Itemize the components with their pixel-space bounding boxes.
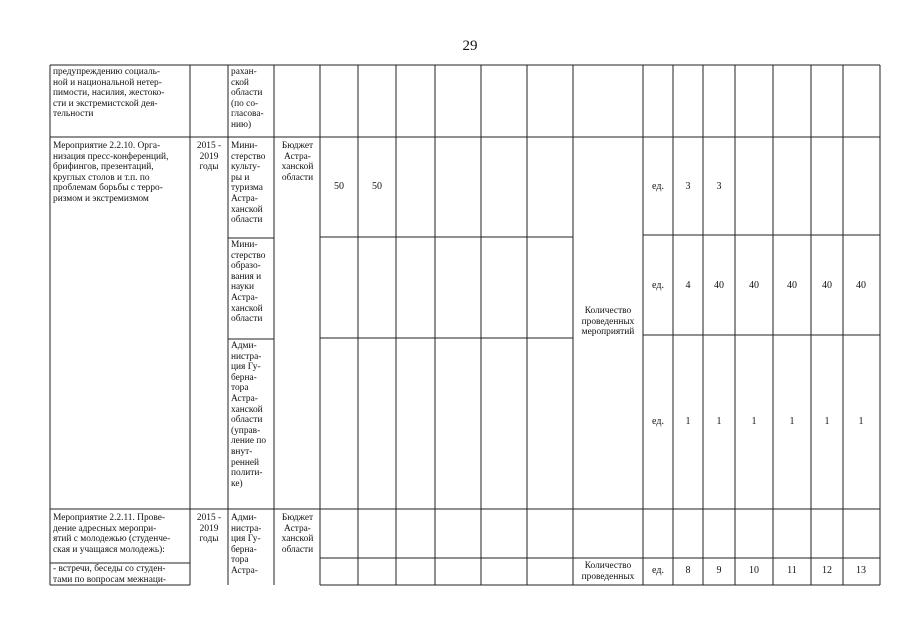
block3-value-2017: 10 [749,565,759,576]
block2-row3-value-2019: 1 [824,416,830,427]
page-number: 29 [462,38,478,54]
block2-row2-executor: Мини- стерство образо- вания и науки Астра- ханской области [231,240,266,325]
block3-value-2018: 11 [787,565,797,576]
block3-subitem: - встречи, беседы со студен- тами по вопросам межнаци- [53,564,167,585]
block2-indicator: Количество проведенных мероприятий [581,306,635,338]
block1-executor: рахан- ской области (по со- гласова- нию) [231,67,264,130]
block2-row2-value-2015: 4 [685,280,691,291]
block2-row1-value-2015: 3 [685,181,691,192]
block2-row2-value-2019: 40 [822,280,832,291]
block3-unit: ед. [652,565,664,576]
block2-row3-executor: Адми- нистра- ция Гу- берна- тора Астра- ханской области (управ- ление по внут- ренней полити- ке) [231,341,267,489]
block2-row1-value-2016: 3 [716,181,722,192]
block2-row1-unit: ед. [652,181,664,192]
block2-row3-value-2020: 1 [858,416,864,427]
block2-row3-unit: ед. [652,416,664,427]
block2-row2-unit: ед. [652,280,664,291]
block2-row2-value-2018: 40 [787,280,797,291]
block3-value-2020: 13 [856,565,866,576]
block2-row2-value-2017: 40 [749,280,759,291]
block2-row3-value-2018: 1 [789,416,795,427]
block2-description: Мероприятие 2.2.10. Орга- низация пресс-конференций, брифингов, презентаций, круглых столов и т.п. по проблемам борьбы с терро- ризмом и экстремизмом [53,141,169,204]
block3-years: 2015 - 2019 годы [196,513,222,545]
block2-row3-value-2016: 1 [716,416,722,427]
block3-executor: Адми- нистра- ция Гу- берна- тора Астра- [231,513,262,576]
block2-row1-finance-2: 50 [372,181,382,192]
block2-years: 2015 - 2019 годы [196,141,222,173]
block3-funding: Бюджет Астра- ханской области [281,513,314,555]
block2-row3-value-2015: 1 [685,416,691,427]
block2-row2-value-2016: 40 [714,280,724,291]
block3-value-2019: 12 [822,565,832,576]
block3-value-2015: 8 [685,565,691,576]
block3-indicator: Количество проведенных [581,561,635,582]
block1-description: предупреждению социаль- ной и национальной нетер- пимости, насилия, жестоко- сти и экстремистской дея- тельности [53,67,165,120]
block2-row3-value-2017: 1 [751,416,757,427]
block2-row1-finance-1: 50 [334,181,344,192]
block3-description: Мероприятие 2.2.11. Прове- дение адресных меропри- ятий с молодежью (студенче- ская и учащаяся молодежь): [53,513,171,555]
block3-value-2016: 9 [716,565,722,576]
block2-row2-value-2020: 40 [856,280,866,291]
block2-funding: Бюджет Астра- ханской области [281,141,314,183]
block2-row1-executor: Мини- стерство культу- ры и туризма Астра- ханской области [231,141,266,226]
